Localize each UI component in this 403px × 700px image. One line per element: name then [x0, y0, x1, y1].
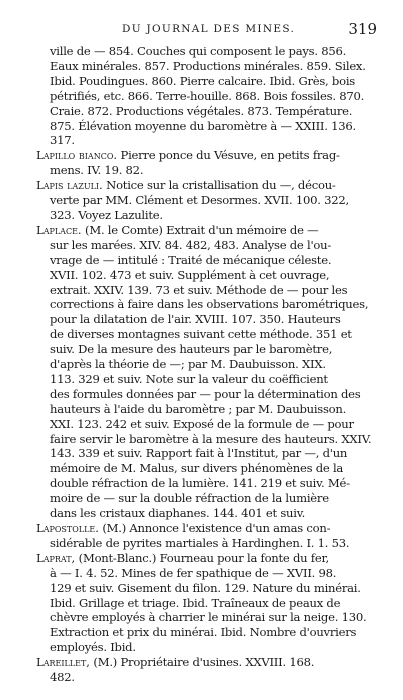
line-text: Extraction et prix du minérai. Ibid. Nombre d'ouvriers — [50, 625, 357, 640]
index-line — [32, 581, 379, 596]
index-line — [32, 104, 379, 119]
line-text: ville de — 854. Couches qui composent le pays. 856. — [50, 44, 347, 58]
line-text: d'après la théorie de —; par M. Daubuisson. XIX. — [50, 357, 326, 372]
index-line — [32, 133, 379, 148]
index-line — [32, 327, 379, 342]
line-text: 129 et suiv. Gisement du filon. 129. Nature du minérai. — [50, 580, 361, 595]
line-text: 323. Voyez Lazulite. — [50, 207, 163, 222]
line-text: mens. IV. 19. 82. — [50, 163, 144, 178]
line-text: XXI. 123. 242 et suiv. Exposé de la formule de — pour — [50, 416, 354, 431]
line-text: extrait. XXIV. 139. 73 et suiv. Méthode de — pour les — [50, 282, 348, 297]
entry-headword: Lapostolle. — [36, 521, 99, 535]
line-text: faire servir le baromètre à la mesure des hauteurs. XXIV. — [50, 431, 372, 446]
index-line — [32, 387, 379, 402]
index-line — [32, 670, 379, 685]
index-line — [32, 461, 379, 476]
index-line — [32, 59, 379, 74]
line-text: dans les cristaux diaphanes. 144. 401 et suiv. — [50, 506, 306, 521]
index-line — [32, 372, 379, 387]
index-line — [32, 342, 379, 357]
index-line — [32, 163, 379, 178]
line-text: (M.) Propriétaire d'usines. XXVIII. 168. — [90, 655, 315, 670]
index-entry-line — [32, 178, 379, 193]
index-entry-line — [32, 655, 379, 670]
line-text: sidérable de pyrites martiales à Hardinghen. I. 1. 53. — [50, 535, 350, 550]
index-line — [32, 357, 379, 372]
line-text: corrections à faire dans les observations barométriques, — [50, 297, 369, 312]
line-text: de diverses montagnes suivant cette méthode. 351 et — [50, 327, 352, 342]
index-line — [32, 208, 379, 223]
line-text: hauteurs à l'aide du baromètre ; par M. Daubuisson. — [50, 401, 347, 416]
index-line — [32, 44, 379, 59]
line-text: Notice sur la cristallisation du —, décou- — [102, 178, 336, 193]
entry-headword: Laplace. — [36, 222, 82, 237]
index-line — [32, 491, 379, 506]
line-text: Pierre ponce du Vésuve, en petits frag- — [117, 148, 340, 163]
line-text: Ibid. Grillage et triage. Ibid. Traîneaux de peaux de — [50, 595, 341, 610]
index-line — [32, 253, 379, 268]
index-line — [32, 89, 379, 104]
line-text: 317. — [50, 133, 75, 148]
line-text: 482. — [50, 670, 75, 685]
line-text: (M.) Annonce l'existence d'un amas con- — [98, 521, 331, 535]
index-line — [32, 402, 379, 417]
index-line — [32, 297, 379, 312]
index-line — [32, 193, 379, 208]
index-entry-line — [32, 521, 379, 536]
index-line — [32, 268, 379, 283]
line-text: suiv. De la mesure des hauteurs par le baromètre, — [50, 342, 333, 357]
line-text: vrage de — intitulé : Traité de mécanique céleste. — [50, 252, 332, 267]
line-text: employés. Ibid. — [50, 640, 136, 655]
line-text: Eaux minérales. 857. Productions minérales. 859. Silex. — [50, 58, 366, 73]
index-line — [32, 312, 379, 327]
line-text: 113. 329 et suiv. Note sur la valeur du coëfficient — [50, 371, 328, 386]
index-line — [32, 640, 379, 655]
entry-headword: Lareillet, — [36, 655, 90, 670]
line-text: chèvre employés à charrier le minérai sur la neige. 130. — [50, 610, 367, 625]
line-text: pour la dilatation de l'air. XVIII. 107. 350. Hauteurs — [50, 312, 341, 327]
line-text: (M. le Comte) Extrait d'un mémoire de — — [81, 222, 319, 237]
line-text: mémoire de M. Malus, sur divers phénomènes de la — [50, 461, 344, 476]
index-entry-line — [32, 551, 379, 566]
index-line — [32, 432, 379, 447]
line-text: pétrifiés, etc. 866. Terre-houille. 868. Bois fossiles. 870. — [50, 88, 365, 103]
line-text: Craie. 872. Productions végétales. 873. Température. — [50, 103, 353, 118]
index-line — [32, 119, 379, 134]
index-line — [32, 596, 379, 611]
line-text: 875. Élévation moyenne du baromètre à — XXIII. 136. — [50, 118, 356, 133]
index-entries — [32, 44, 379, 685]
index-line — [32, 506, 379, 521]
index-line — [32, 476, 379, 491]
line-text: sur les marées. XIV. 84. 482, 483. Analyse de l'ou- — [50, 237, 331, 252]
line-text: (Mont-Blanc.) Fourneau pour la fonte du fer, — [75, 550, 329, 565]
line-text: à — I. 4. 52. Mines de fer spathique de — XVII. 98. — [50, 565, 337, 580]
entry-headword: Lapis lazuli. — [36, 178, 103, 193]
index-line — [32, 238, 379, 253]
index-line — [32, 283, 379, 298]
index-line — [32, 566, 379, 581]
line-text: des formules données par — pour la détermination des — [50, 386, 361, 401]
entry-headword: Lapillo bianco. — [36, 148, 118, 163]
line-text: XVII. 102. 473 et suiv. Supplément à cet ouvrage, — [50, 267, 330, 282]
running-title: DU JOURNAL DES MINES. — [122, 23, 296, 35]
index-line — [32, 625, 379, 640]
line-text: double réfraction de la lumière. 141. 219 et suiv. Mé- — [50, 476, 350, 491]
index-entry-line — [32, 223, 379, 238]
line-text: 143. 339 et suiv. Rapport fait à l'Institut, par —, d'un — [50, 446, 348, 461]
index-line — [32, 74, 379, 89]
index-line — [32, 417, 379, 432]
index-line — [32, 446, 379, 461]
entry-headword: Laprat, — [36, 550, 76, 565]
line-text: Ibid. Poudingues. 860. Pierre calcaire. Ibid. Grès, bois — [50, 73, 355, 88]
page-number: 319 — [348, 20, 377, 38]
page-header — [32, 20, 379, 40]
index-line — [32, 536, 379, 551]
index-entry-line — [32, 148, 379, 163]
line-text: moire de — sur la double réfraction de la lumière — [50, 491, 329, 506]
line-text: verte par MM. Clément et Desormes. XVII. 100. 322, — [50, 193, 349, 208]
index-line — [32, 610, 379, 625]
